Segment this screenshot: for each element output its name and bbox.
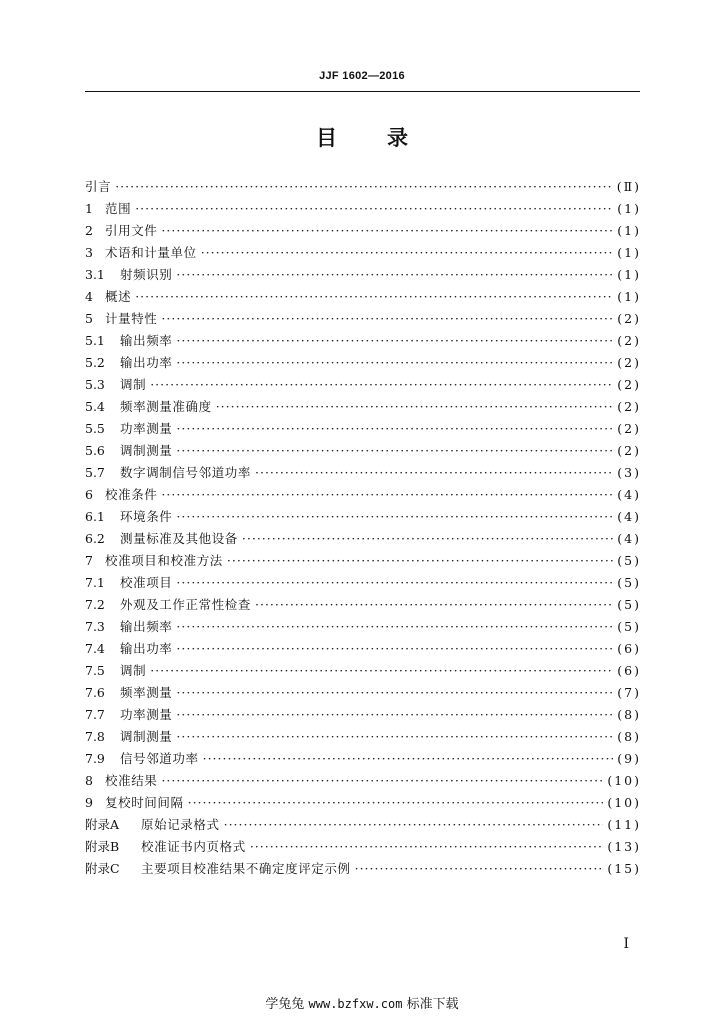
toc-entry-page: (4) [617, 509, 641, 524]
toc-entry-label: 外观及工作正常性检查 [120, 597, 252, 612]
toc-entry-number: 5.3 [85, 377, 105, 392]
toc-entry-page: (15) [607, 861, 641, 876]
toc-leader-dots [176, 418, 613, 440]
toc-entry[interactable] [85, 814, 641, 836]
toc-entry-number: 7.9 [85, 751, 105, 766]
toc-leader-dots [176, 264, 613, 286]
toc-entry-page: (Ⅱ) [616, 179, 641, 194]
toc-entry-label: 引言 [85, 179, 112, 194]
toc-entry-label: 校准条件 [105, 487, 158, 502]
toc-entry[interactable] [85, 572, 641, 594]
toc-leader-dots [203, 748, 614, 770]
toc-entry-label: 调制 [120, 377, 147, 392]
toc-entry-label: 射频识别 [120, 267, 173, 282]
toc-entry-number: 7.5 [85, 663, 105, 678]
toc-entry-label: 输出频率 [120, 619, 173, 634]
toc-leader-dots [176, 682, 613, 704]
toc-entry-page: (1) [617, 223, 641, 238]
toc-entry-label: 概述 [105, 289, 132, 304]
toc-entry[interactable] [85, 506, 641, 528]
toc-entry-label: 信号邻道功率 [120, 751, 199, 766]
toc-entry-page: (1) [617, 201, 641, 216]
toc-leader-dots [216, 396, 614, 418]
toc-entry-page: (9) [617, 751, 641, 766]
toc-entry-number: 7.1 [85, 575, 105, 590]
toc-leader-dots [255, 462, 613, 484]
page-title [0, 122, 724, 152]
toc-entry-number: 3 [85, 245, 93, 260]
toc-entry-page: (6) [617, 641, 641, 656]
toc-entry-label: 校准结果 [105, 773, 158, 788]
toc-entry-label: 频率测量 [120, 685, 173, 700]
toc-entry-label: 功率测量 [120, 421, 173, 436]
toc-entry-number: 附录C [85, 861, 120, 876]
title-char-2: 录 [387, 126, 408, 150]
toc-leader-dots [176, 704, 613, 726]
toc-entry-number: 7.8 [85, 729, 105, 744]
toc-entry-number: 5.1 [85, 333, 105, 348]
toc-entry-page: (2) [617, 421, 641, 436]
toc-entry-label: 原始记录格式 [141, 817, 220, 832]
toc-entry-page: (5) [617, 597, 641, 612]
footer-url[interactable]: www.bzfxw.com [308, 997, 403, 1011]
toc-entry-page: (5) [617, 619, 641, 634]
toc-entry-page: (8) [617, 707, 641, 722]
toc-entry-label: 输出功率 [120, 355, 173, 370]
toc-entry-page: (10) [607, 773, 641, 788]
toc-entry-page: (10) [607, 795, 641, 810]
toc-entry-label: 输出频率 [120, 333, 173, 348]
toc-leader-dots [224, 814, 604, 836]
toc-entry-number: 4 [85, 289, 93, 304]
toc-entry-number: 7.7 [85, 707, 105, 722]
toc-entry-number: 7.4 [85, 641, 105, 656]
toc-entry[interactable] [85, 836, 641, 858]
toc-entry[interactable] [85, 484, 641, 506]
toc-entry-page: (1) [617, 267, 641, 282]
toc-leader-dots [176, 616, 613, 638]
toc-entry[interactable] [85, 330, 641, 352]
toc-entry-label: 功率测量 [120, 707, 173, 722]
toc-entry-number: 7.6 [85, 685, 105, 700]
toc-entry-page: (6) [617, 663, 641, 678]
toc-entry-number: 5.6 [85, 443, 105, 458]
toc-entry[interactable] [85, 352, 641, 374]
toc-entry[interactable] [85, 792, 641, 814]
toc-entry[interactable] [85, 286, 641, 308]
toc-entry-number: 8 [85, 773, 93, 788]
toc-leader-dots [255, 594, 613, 616]
toc-leader-dots [135, 286, 613, 308]
toc-entry-page: (7) [617, 685, 641, 700]
toc-entry[interactable] [85, 462, 641, 484]
toc-entry-number: 2 [85, 223, 93, 238]
toc-leader-dots [242, 528, 613, 550]
toc-entry-page: (4) [617, 531, 641, 546]
toc-entry[interactable] [85, 748, 641, 770]
toc-entry-number: 1 [85, 201, 93, 216]
toc-leader-dots [176, 638, 613, 660]
toc-entry-label: 频率测量准确度 [120, 399, 212, 414]
toc-entry-number: 9 [85, 795, 93, 810]
toc-entry-number: 5.5 [85, 421, 105, 436]
toc-entry-label: 引用文件 [105, 223, 158, 238]
toc-entry[interactable] [85, 198, 641, 220]
toc-entry[interactable] [85, 440, 641, 462]
toc-entry-number: 7 [85, 553, 93, 568]
toc-entry-number: 5.7 [85, 465, 105, 480]
toc-entry-number: 7.2 [85, 597, 105, 612]
toc-leader-dots [176, 506, 613, 528]
toc-leader-dots [161, 484, 613, 506]
toc-leader-dots [150, 660, 613, 682]
toc-entry-label: 调制测量 [120, 443, 173, 458]
toc-entry[interactable] [85, 638, 641, 660]
toc-entry-number: 6 [85, 487, 93, 502]
toc-leader-dots [227, 550, 613, 572]
toc-entry-label: 校准项目和校准方法 [105, 553, 223, 568]
toc-entry-page: (1) [617, 289, 641, 304]
toc-entry-label: 计量特性 [105, 311, 158, 326]
toc-leader-dots [176, 352, 613, 374]
toc-entry-page: (2) [617, 311, 641, 326]
toc-leader-dots [176, 440, 613, 462]
toc-entry[interactable] [85, 726, 641, 748]
toc-entry-number: 7.3 [85, 619, 105, 634]
toc-entry-label: 环境条件 [120, 509, 173, 524]
toc-entry-label: 调制测量 [120, 729, 173, 744]
toc-leader-dots [150, 374, 613, 396]
toc-entry-page: (2) [617, 333, 641, 348]
toc-entry-page: (8) [617, 729, 641, 744]
toc-entry[interactable] [85, 264, 641, 286]
toc-entry-page: (2) [617, 355, 641, 370]
toc-entry[interactable] [85, 770, 641, 792]
toc-entry[interactable] [85, 660, 641, 682]
toc-leader-dots [201, 242, 614, 264]
toc-entry-number: 6.1 [85, 509, 105, 524]
toc-leader-dots [161, 308, 613, 330]
toc-entry-label: 数字调制信号邻道功率 [120, 465, 252, 480]
toc-entry-label: 复校时间间隔 [105, 795, 184, 810]
footer-watermark [0, 993, 724, 1012]
toc-entry-label: 主要项目校准结果不确定度评定示例 [141, 861, 351, 876]
toc-entry-number: 3.1 [85, 267, 105, 282]
document-code-header: JJF 1602—2016 [319, 70, 405, 82]
toc-entry[interactable] [85, 616, 641, 638]
footer-tagline: 标准下载 [406, 997, 459, 1012]
toc-leader-dots [176, 330, 613, 352]
toc-leader-dots [135, 198, 613, 220]
toc-entry-page: (1) [617, 245, 641, 260]
toc-entry-label: 输出功率 [120, 641, 173, 656]
toc-entry[interactable] [85, 704, 641, 726]
toc-entry-label: 术语和计量单位 [105, 245, 197, 260]
footer-site-name: 学兔兔 [265, 997, 305, 1012]
toc-entry-page: (2) [617, 399, 641, 414]
toc-leader-dots [176, 726, 613, 748]
toc-entry[interactable] [85, 682, 641, 704]
toc-entry-page: (5) [617, 553, 641, 568]
toc-entry[interactable] [85, 374, 641, 396]
toc-entry-page: (4) [617, 487, 641, 502]
toc-leader-dots [250, 836, 604, 858]
header-rule [85, 91, 640, 92]
toc-entry-label: 范围 [105, 201, 132, 216]
page-number: I [623, 936, 629, 952]
toc-entry-number: 附录A [85, 817, 120, 832]
toc-entry-number: 5.2 [85, 355, 105, 370]
toc-entry[interactable] [85, 396, 641, 418]
toc-entry-label: 测量标准及其他设备 [120, 531, 238, 546]
title-char-1: 目 [316, 126, 337, 150]
table-of-contents [85, 176, 641, 880]
toc-entry[interactable] [85, 242, 641, 264]
toc-entry-number: 5.4 [85, 399, 105, 414]
toc-entry-label: 调制 [120, 663, 147, 678]
toc-leader-dots [161, 770, 603, 792]
toc-entry-page: (3) [617, 465, 641, 480]
toc-entry[interactable] [85, 528, 641, 550]
toc-entry-page: (13) [607, 839, 641, 854]
toc-leader-dots [115, 176, 613, 198]
toc-entry-page: (11) [607, 817, 641, 832]
toc-entry-label: 校准证书内页格式 [141, 839, 246, 854]
toc-entry-label: 校准项目 [120, 575, 173, 590]
toc-entry[interactable] [85, 308, 641, 330]
toc-entry-number: 6.2 [85, 531, 105, 546]
toc-leader-dots [161, 220, 613, 242]
toc-leader-dots [188, 792, 604, 814]
toc-entry[interactable] [85, 550, 641, 572]
toc-leader-dots [176, 572, 613, 594]
toc-entry[interactable] [85, 176, 641, 198]
toc-entry[interactable] [85, 220, 641, 242]
toc-entry-page: (2) [617, 443, 641, 458]
toc-entry[interactable] [85, 858, 641, 880]
toc-entry[interactable] [85, 594, 641, 616]
toc-entry-page: (2) [617, 377, 641, 392]
toc-entry-number: 附录B [85, 839, 120, 854]
toc-entry-number: 5 [85, 311, 93, 326]
toc-entry-page: (5) [617, 575, 641, 590]
toc-leader-dots [355, 858, 604, 880]
toc-entry[interactable] [85, 418, 641, 440]
